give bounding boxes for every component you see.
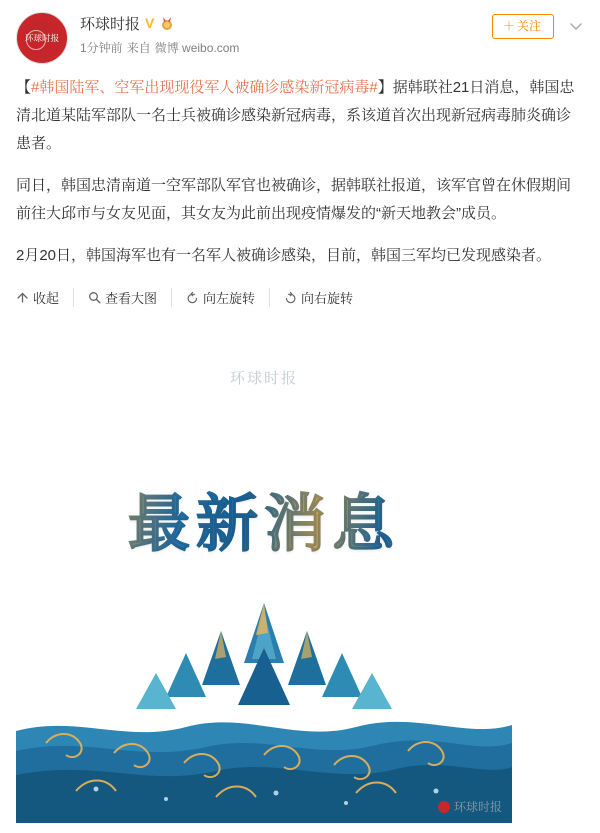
image-headline: 最新消息 — [16, 490, 512, 560]
post-paragraph — [16, 74, 584, 158]
avatar[interactable] — [16, 12, 68, 64]
post-content — [0, 70, 600, 270]
image-watermark-top: 环球时报 — [229, 371, 298, 387]
post-meta — [80, 39, 492, 56]
chevron-down-icon[interactable] — [568, 18, 584, 34]
text-segment: 同日，韩国忠清南道一空军部队军官也被确诊，据韩联社报道，该军官曾在休假期间前往大邱市与女友见面，其女友为此前出现疫情爆发的“新天地教会”成员。 — [16, 177, 572, 222]
text-segment: 2月20日，韩国海军也有一名军人被确诊感染，目前，韩国三军均已发现感染者。 — [16, 247, 552, 264]
post-paragraph — [16, 172, 584, 228]
rotate-left-button[interactable] — [171, 288, 269, 307]
text-segment: 】据韩联社21日消息，韩国忠清北道某陆军部队一名士兵被确诊感染新冠病毒，系该道首次出现新冠病毒肺炎确诊患者。 — [16, 79, 575, 152]
header-actions — [492, 12, 584, 39]
bottom-spacer — [0, 823, 600, 833]
post-image[interactable] — [16, 315, 512, 823]
rotate-left-button-label: 向左旋转 — [203, 291, 256, 306]
post-paragraph — [16, 242, 584, 270]
collapse-button-label: 收起 — [33, 291, 60, 306]
post-from-label: 来自 — [126, 41, 151, 55]
verified-badge-icon: V — [145, 15, 155, 31]
post-header — [0, 0, 600, 70]
rotate-right-button[interactable] — [269, 288, 367, 307]
author-row — [80, 12, 492, 34]
collapse-button[interactable] — [16, 288, 73, 307]
image-toolbar — [0, 284, 600, 315]
post-time[interactable]: 1分钟前 — [80, 41, 123, 55]
magnifier-icon — [88, 291, 101, 304]
rotate-right-icon — [284, 291, 297, 304]
view-large-button[interactable] — [73, 288, 171, 307]
follow-button-label: 关注 — [516, 19, 541, 33]
brand-logo-icon — [438, 801, 450, 813]
medal-icon — [159, 16, 175, 32]
rotate-right-button-label: 向右旋转 — [301, 291, 354, 306]
image-logo-label: 环球时报 — [453, 800, 502, 814]
avatar-label: 环球时报 — [24, 33, 60, 43]
collapse-up-icon — [16, 291, 29, 304]
follow-button[interactable] — [492, 14, 554, 39]
text-segment: 【 — [16, 79, 32, 96]
post-source[interactable]: 微博 weibo.com — [154, 41, 240, 55]
mountain-wave-illustration — [16, 593, 512, 823]
header-middle — [68, 12, 492, 56]
rotate-left-icon — [186, 291, 199, 304]
view-large-button-label: 查看大图 — [105, 291, 158, 306]
image-logo — [438, 798, 502, 815]
hashtag-link[interactable]: #韩国陆军、空军出现现役军人被确诊感染新冠病毒# — [31, 79, 378, 96]
plus-icon: ＋ — [502, 19, 515, 33]
avatar-image — [22, 18, 62, 58]
author-name[interactable]: 环球时报 — [80, 15, 141, 33]
